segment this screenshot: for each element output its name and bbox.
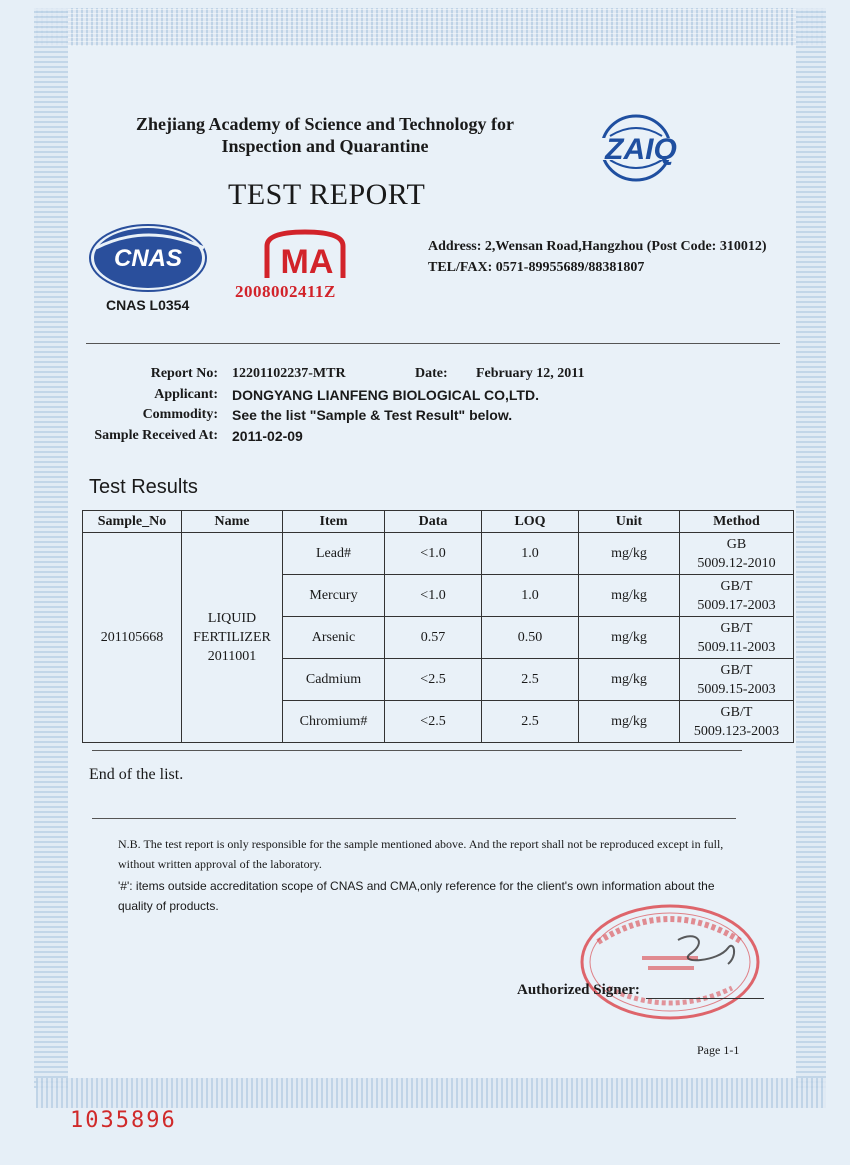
data-cell: <1.0 [385, 575, 482, 617]
method-cell [680, 533, 794, 575]
loq-cell: 0.50 [482, 617, 579, 659]
method-number: 5009.123-2003 [693, 723, 780, 739]
sample-name-line: LIQUID [207, 611, 257, 626]
method-number: 5009.17-2003 [697, 597, 776, 613]
table-row [83, 533, 794, 575]
column-header: Data [385, 511, 482, 533]
unit-cell: mg/kg [579, 575, 680, 617]
date-label: Date: [415, 366, 448, 381]
cma-logo-text: MA [280, 243, 334, 281]
item-cell: Mercury [283, 575, 385, 617]
data-cell: <2.5 [385, 659, 482, 701]
security-border-left [34, 8, 68, 1088]
applicant-label: Applicant: [154, 387, 218, 402]
loq-cell: 2.5 [482, 701, 579, 743]
section-title: Test Results [89, 476, 198, 498]
report-no-value: 12201102237-MTR [232, 366, 346, 381]
report-no-label: Report No: [150, 366, 218, 381]
loq-cell: 2.5 [482, 659, 579, 701]
zaiq-logo [570, 112, 712, 184]
column-header: Item [283, 511, 385, 533]
unit-cell: mg/kg [579, 659, 680, 701]
method-cell [680, 701, 794, 743]
item-cell: Lead# [283, 533, 385, 575]
commodity-value: See the list "Sample & Test Result" below. [232, 407, 513, 423]
divider [86, 343, 780, 344]
column-header: Name [182, 511, 283, 533]
method-standard: GB/T [720, 662, 753, 678]
column-header: Sample_No [83, 511, 182, 533]
method-cell [680, 659, 794, 701]
sample-received-label: Sample Received At: [94, 428, 218, 443]
method-number: 5009.11-2003 [697, 639, 776, 655]
item-cell: Chromium# [283, 701, 385, 743]
tel-fax: TEL/FAX: 0571-89955689/88381807 [428, 260, 645, 275]
method-number: 5009.15-2003 [697, 681, 776, 697]
security-border-bottom [36, 1078, 826, 1108]
method-cell [680, 617, 794, 659]
report-title: TEST REPORT [228, 178, 426, 211]
security-border-right [796, 8, 826, 1088]
commodity-label: Commodity: [142, 407, 218, 422]
unit-cell: mg/kg [579, 701, 680, 743]
accreditation-note-line: quality of products. [118, 899, 219, 913]
column-header: Unit [579, 511, 680, 533]
disclaimer-line: N.B. The test report is only responsible for the sample mentioned above. And the report shall not be reproduced except in full, [118, 837, 724, 851]
table-header-row [83, 511, 794, 533]
sample-name-line: FERTILIZER [193, 630, 271, 645]
divider [92, 750, 742, 751]
loq-cell: 1.0 [482, 575, 579, 617]
cnas-number: CNAS L0354 [106, 297, 190, 313]
column-header: Method [680, 511, 794, 533]
cnas-logo [88, 222, 212, 292]
applicant-value: DONGYANG LIANFENG BIOLOGICAL CO,LTD. [232, 387, 539, 403]
organization-line-2: Inspection and Quarantine [221, 136, 429, 156]
date-value: February 12, 2011 [476, 366, 585, 381]
method-number: 5009.12-2010 [697, 555, 776, 571]
sample-received-value: 2011-02-09 [232, 428, 303, 444]
address: Address: 2,Wensan Road,Hangzhou (Post Code: 310012) [428, 239, 767, 254]
authorized-signer-label: Authorized Signer: [517, 982, 640, 998]
page-number: Page 1-1 [697, 1043, 740, 1057]
data-cell: <1.0 [385, 533, 482, 575]
cnas-logo-text: CNAS [113, 245, 183, 272]
official-seal-icon [578, 902, 764, 1022]
unit-cell: mg/kg [579, 617, 680, 659]
data-cell: <2.5 [385, 701, 482, 743]
method-standard: GB [726, 536, 747, 552]
organization-name [110, 113, 540, 157]
method-cell [680, 575, 794, 617]
item-cell: Arsenic [283, 617, 385, 659]
method-standard: GB/T [720, 578, 753, 594]
column-header: LOQ [482, 511, 579, 533]
sample-no-cell: 201105668 [83, 533, 182, 743]
end-of-list: End of the list. [89, 766, 184, 783]
loq-cell: 1.0 [482, 533, 579, 575]
cma-number: 2008002411Z [235, 282, 336, 301]
security-border-top [36, 8, 826, 46]
sample-name-cell [182, 533, 283, 743]
serial-number: 1035896 [70, 1108, 177, 1133]
disclaimer [118, 834, 768, 874]
disclaimer-line: without written approval of the laboratory. [118, 857, 322, 871]
contact-block [428, 236, 767, 278]
divider [92, 818, 736, 819]
method-standard: GB/T [720, 704, 753, 720]
results-table [82, 510, 794, 743]
item-cell: Cadmium [283, 659, 385, 701]
data-cell: 0.57 [385, 617, 482, 659]
signature-line [646, 998, 764, 999]
zaiq-logo-text: ZAIQ [605, 133, 677, 166]
unit-cell: mg/kg [579, 533, 680, 575]
sample-name-line: 2011001 [207, 649, 257, 664]
organization-line-1: Zhejiang Academy of Science and Technology for [135, 114, 514, 134]
accreditation-note-line: '#': items outside accreditation scope of CNAS and CMA,only reference for the client's own information about the [118, 879, 715, 893]
cma-logo [257, 228, 353, 282]
method-standard: GB/T [720, 620, 753, 636]
